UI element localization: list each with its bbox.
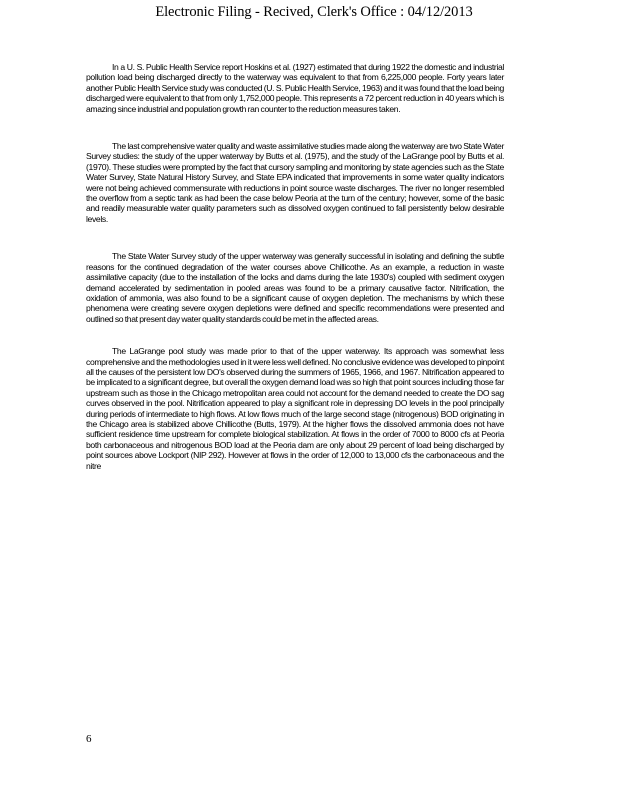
paragraph-pollution-load-history: In a U. S. Public Health Service report Hoskins et al. (1927) estimated that during 1922 the domestic and industrial pollution load being discharged directly to the waterway was equivalent to that from 6,225,000 people. Forty years later another Public Health Service study was conducted (U. S. Public Health Service, 1963) and it was found that the load being discharged were equivalent to that from only 1,752,000 people. This represents a 72 percent reduction in 40 years which is amazing since industrial and population growth ran counter to the reduction measures taken. [86, 62, 504, 114]
paragraph-water-quality-studies: The last comprehensive water quality and waste assimilative studies made along the waterway are two State Water Survey studies: the study of the upper waterway by Butts et al. (1975), and the study of the LaGrange pool by Butts et al. (1970). These studies were prompted by the fact that cursory sampling and monitoring by state agencies such as the State Water Survey, State Natural History Survey, and State EPA indicated that improvements in some water quality indicators were not being achieved commensurate with reductions in point source waste discharges. The river no longer resembled the overflow from a septic tank as had been the case below Peoria at the turn of the century; however, some of the basic and readily measurable water quality parameters such as dissolved oxygen continued to fall persistently below desirable levels. [86, 141, 504, 224]
page-number: 6 [86, 733, 92, 745]
paragraph-upper-waterway-study: The State Water Survey study of the upper waterway was generally successful in isolating and defining the subtle reasons for the continued degradation of the water courses above Chillicothe. As an example, a reduction in waste assimilative capacity (due to the installation of the locks and dams during the late 1930's) coupled with sediment oxygen demand accelerated by sedimentation in pooled areas was found to be a primary causative factor. Nitrification, the oxidation of ammonia, was also found to be a significant cause of oxygen depletion. The mechanisms by which these phenomena were creating severe oxygen depletions were defined and specific recommendations were presented and outlined so that present day water quality standards could be met in the affected areas. [86, 251, 504, 324]
paragraph-lagrange-pool-study: The LaGrange pool study was made prior to that of the upper waterway. Its approach was somewhat less comprehensive and the methodologies used in it were less well defined. No conclusive evidence was developed to pinpoint all the causes of the persistent low DO's observed during the summers of 1965, 1966, and 1967. Nitrification appeared to be implicated to a significant degree, but overall the oxygen demand load was so high that point sources including those far upstream such as those in the Chicago metropolitan area could not account for the demand needed to create the DO sag curves observed in the pool. Nitrification appeared to play a significant role in depressing DO levels in the pool principally during periods of intermediate to high flows. At low flows much of the large second stage (nitrogenous) BOD originating in the Chicago area is stabilized above Chillicothe (Butts, 1979). At the higher flows the dissolved ammonia does not have sufficient residence time upstream for complete biological stabilization. At flows in the order of 7000 to 8000 cfs at Peoria both carbonaceous and nitrogenous BOD load at the Peoria dam are only about 29 percent of load being discharged by point sources above Lockport (NIP 292). However at flows in the order of 12,000 to 13,000 cfs the carbonaceous and the nitre [86, 346, 504, 471]
document-body [86, 62, 504, 482]
filing-header: Electronic Filing - Recived, Clerk's Office : 04/12/2013 [155, 4, 473, 20]
